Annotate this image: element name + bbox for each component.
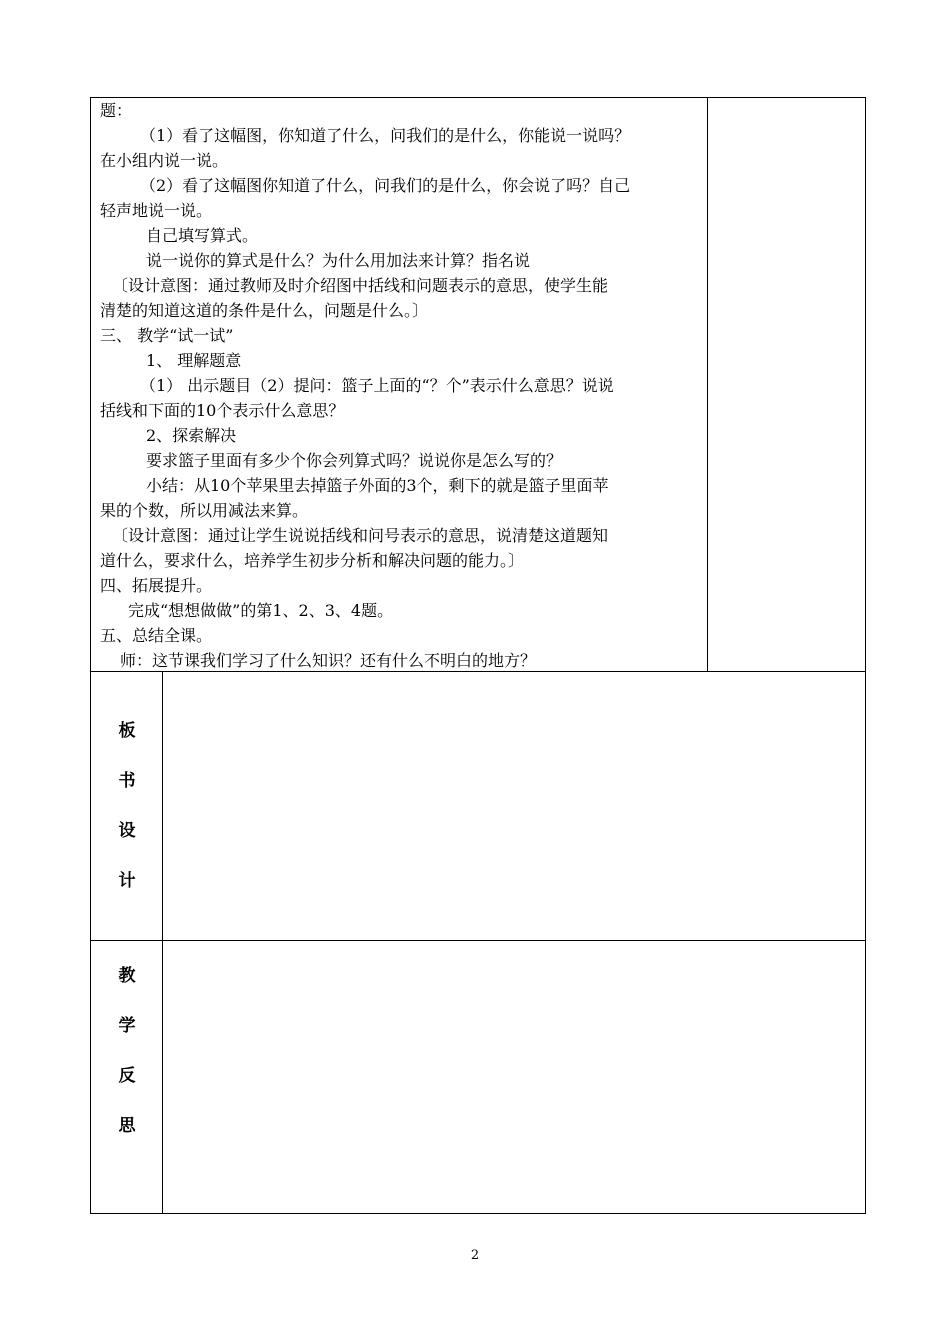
lesson-line: 小结：从10个苹果里去掉篮子外面的3个，剩下的就是篮子里面苹 xyxy=(146,476,609,495)
board-design-char: 书 xyxy=(118,771,136,791)
board-design-char: 板 xyxy=(118,721,136,741)
lesson-line: （1） 出示题目（2）提问：篮子上面的“？个”表示什么意思？说说 xyxy=(140,376,614,395)
lesson-line: 三、 教学“试一试” xyxy=(100,326,234,345)
teaching-process-cell xyxy=(91,98,708,671)
lesson-line: 括线和下面的10个表示什么意思？ xyxy=(100,401,345,420)
lesson-line: 在小组内说一说。 xyxy=(100,151,229,170)
lesson-line: 轻声地说一说。 xyxy=(100,201,213,220)
teaching-reflection-row xyxy=(91,941,865,1213)
lesson-plan-table xyxy=(90,97,866,1214)
lesson-line: 〔设计意图：通过让学生说说括线和问号表示的意思，说清楚这道题知 xyxy=(112,526,609,545)
lesson-line: 完成“想想做做”的第1、2、3、4题。 xyxy=(128,601,394,620)
lesson-line: 四、拓展提升。 xyxy=(100,576,213,595)
lesson-line: 〔设计意图：通过教师及时介绍图中括线和问题表示的意思，使学生能 xyxy=(112,276,609,295)
lesson-line: 果的个数，所以用减法来算。 xyxy=(100,501,309,520)
board-design-row xyxy=(91,672,865,941)
reflection-char: 思 xyxy=(118,1116,136,1136)
lesson-line: 师：这节课我们学习了什么知识？还有什么不明白的地方？ xyxy=(120,651,537,670)
lesson-line: 清楚的知道这道的条件是什么，问题是什么。〕 xyxy=(100,301,429,320)
board-design-content xyxy=(163,672,865,940)
lesson-line: （2）看了这幅图你知道了什么，问我们的是什么，你会说了吗？自己 xyxy=(140,176,631,195)
teaching-reflection-content xyxy=(163,941,865,1213)
board-design-label xyxy=(91,672,163,940)
lesson-line: 2、探索解决 xyxy=(146,426,237,445)
teaching-reflection-label xyxy=(91,941,163,1213)
lesson-line: 要求篮子里面有多少个你会列算式吗？说说你是怎么写的？ xyxy=(146,451,563,470)
lesson-line: 五、总结全课。 xyxy=(100,626,213,645)
board-design-char: 设 xyxy=(118,821,136,841)
reflection-char: 反 xyxy=(118,1066,136,1086)
teaching-process-text xyxy=(100,98,706,673)
reflection-char: 学 xyxy=(118,1016,136,1036)
lesson-line: 题： xyxy=(100,101,133,120)
lesson-line: 说一说你的算式是什么？为什么用加法来计算？指名说 xyxy=(146,251,531,270)
lesson-line: 道什么，要求什么，培养学生初步分析和解决问题的能力。〕 xyxy=(100,551,525,570)
notes-cell xyxy=(708,98,865,671)
page-number: 2 xyxy=(470,1248,480,1263)
lesson-line: 自己填写算式。 xyxy=(146,226,259,245)
lesson-line: （1）看了这幅图，你知道了什么，问我们的是什么，你能说一说吗？ xyxy=(140,126,631,145)
lesson-line: 1、 理解题意 xyxy=(146,351,242,370)
reflection-char: 教 xyxy=(118,966,136,986)
teaching-process-row xyxy=(91,98,865,672)
board-design-char: 计 xyxy=(118,871,136,891)
